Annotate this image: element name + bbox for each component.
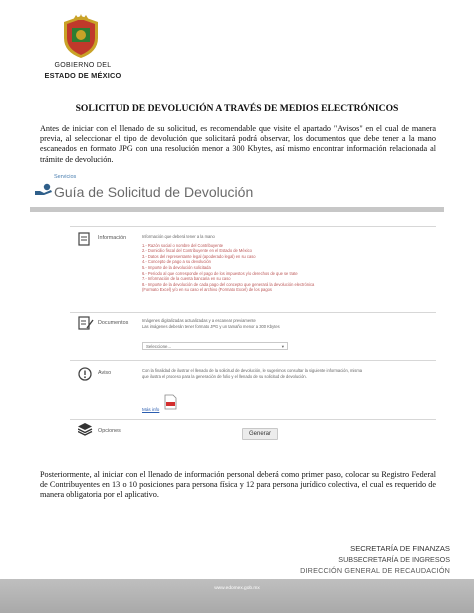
notice-line: que ilustra el proceso para la generación de folio y el llenado de su solicitud de devolución. — [142, 373, 307, 379]
intro-paragraph: Antes de iniciar con el llenado de su solicitud, es recomendable que visite el apartado "Avisos" en el cual de manera previa, al seleccionar el tipo de devolución que solicitará podrá observar, los documentos que debe tener a la mano escaneados en formato JPG con una resolución menor a 300 Kbytes, así mismo encontrar información relacionada al trámite de devolución. — [40, 124, 436, 164]
hand-coin-icon — [34, 182, 54, 196]
select-value: Seleccione... — [146, 344, 172, 349]
state-crest-logo — [60, 14, 102, 60]
notice-section-label: Aviso — [98, 370, 112, 376]
layers-icon — [78, 422, 94, 436]
portal-screenshot — [30, 172, 444, 444]
portal-heading: Guía de Solicitud de Devolución — [54, 184, 254, 200]
info-item: 2.- Domicilio fiscal del Contribuyente en el Estado de México — [142, 248, 252, 254]
footer-secretaria: SECRETARÍA DE FINANZAS — [350, 544, 450, 553]
info-item: 5.- Importe de la devolución solicitada — [142, 264, 211, 270]
options-section-label: Opciones — [98, 428, 121, 434]
footer-bar — [0, 579, 474, 613]
docs-section-label: Documentos — [98, 320, 129, 326]
rfc-paragraph: Posteriormente, al iniciar con el llenado de información personal deberá como primer paso, colocar su Registro Federal de Contribuyentes en 13 o 10 posiciones para persona física y 12 para persona jurídico colectiva, el cual es requerido de manera obligatoria por el aplicativo. — [40, 470, 436, 500]
docs-section-text — [142, 318, 432, 329]
footer-direccion: DIRECCIÓN GENERAL DE RECAUDACIÓN — [300, 566, 450, 575]
info-item: 8.- Importe de la devolución de cada pago del concepto que generará la devolución electrónica — [142, 281, 315, 287]
document-pencil-icon — [78, 316, 94, 330]
docs-line: Las imágenes deberán tener formato JPG y un tamaño menor a 300 Kbytes — [142, 323, 280, 329]
section-divider — [70, 419, 436, 420]
more-info-link[interactable]: Más info — [142, 407, 160, 412]
state-label: ESTADO DE MÉXICO — [44, 71, 122, 80]
info-item: 6.- Periodo al que corresponde el pago de los impuestos y/o derechos de que se trate — [142, 270, 298, 276]
file-icon — [78, 232, 94, 246]
document-title: SOLICITUD DE DEVOLUCIÓN A TRAVÉS DE MEDIOS ELECTRÓNICOS — [75, 103, 399, 114]
info-item: 3.- Datos del representante legal (apoderado legal) en su caso — [142, 253, 256, 259]
alert-icon — [78, 367, 94, 381]
chevron-down-icon: ▾ — [281, 344, 284, 349]
pdf-file-icon[interactable] — [164, 394, 177, 410]
document-type-select[interactable] — [142, 342, 288, 350]
info-intro: Información que deberá tener a la mano — [142, 234, 215, 239]
docs-line: Imágenes digitalizadas actualizadas y a escanear previamente — [142, 318, 256, 323]
section-divider — [70, 312, 436, 313]
government-label: GOBIERNO DEL — [54, 62, 112, 69]
info-item: 7.- Información de la cuenta bancaria en su caso — [142, 276, 231, 282]
section-divider — [70, 360, 436, 361]
services-label: Servicios — [54, 174, 77, 180]
notice-section-text — [142, 368, 432, 379]
info-section-label: Información — [98, 235, 127, 241]
heading-divider — [30, 207, 444, 212]
footer-subsecretaria: SUBSECRETARÍA DE INGRESOS — [338, 555, 450, 564]
info-item: 4.- Concepto de pago a su devolución — [142, 259, 211, 265]
info-section-text — [142, 234, 432, 293]
info-item: 1.- Razón social o nombre del Contribuyente — [142, 242, 224, 248]
section-divider — [70, 226, 436, 227]
notice-line: Con la finalidad de ilustrar el llenado de la solicitud de devolución, le sugerimos consultar la siguiente información, misma — [142, 368, 363, 373]
info-item: (Formato Excel) y/o en su caso el archivo (Formato Excel) de los pagos — [142, 287, 272, 293]
generate-button[interactable]: Generar — [242, 428, 278, 440]
footer-url[interactable]: www.edomex.gob.mx — [214, 586, 260, 591]
